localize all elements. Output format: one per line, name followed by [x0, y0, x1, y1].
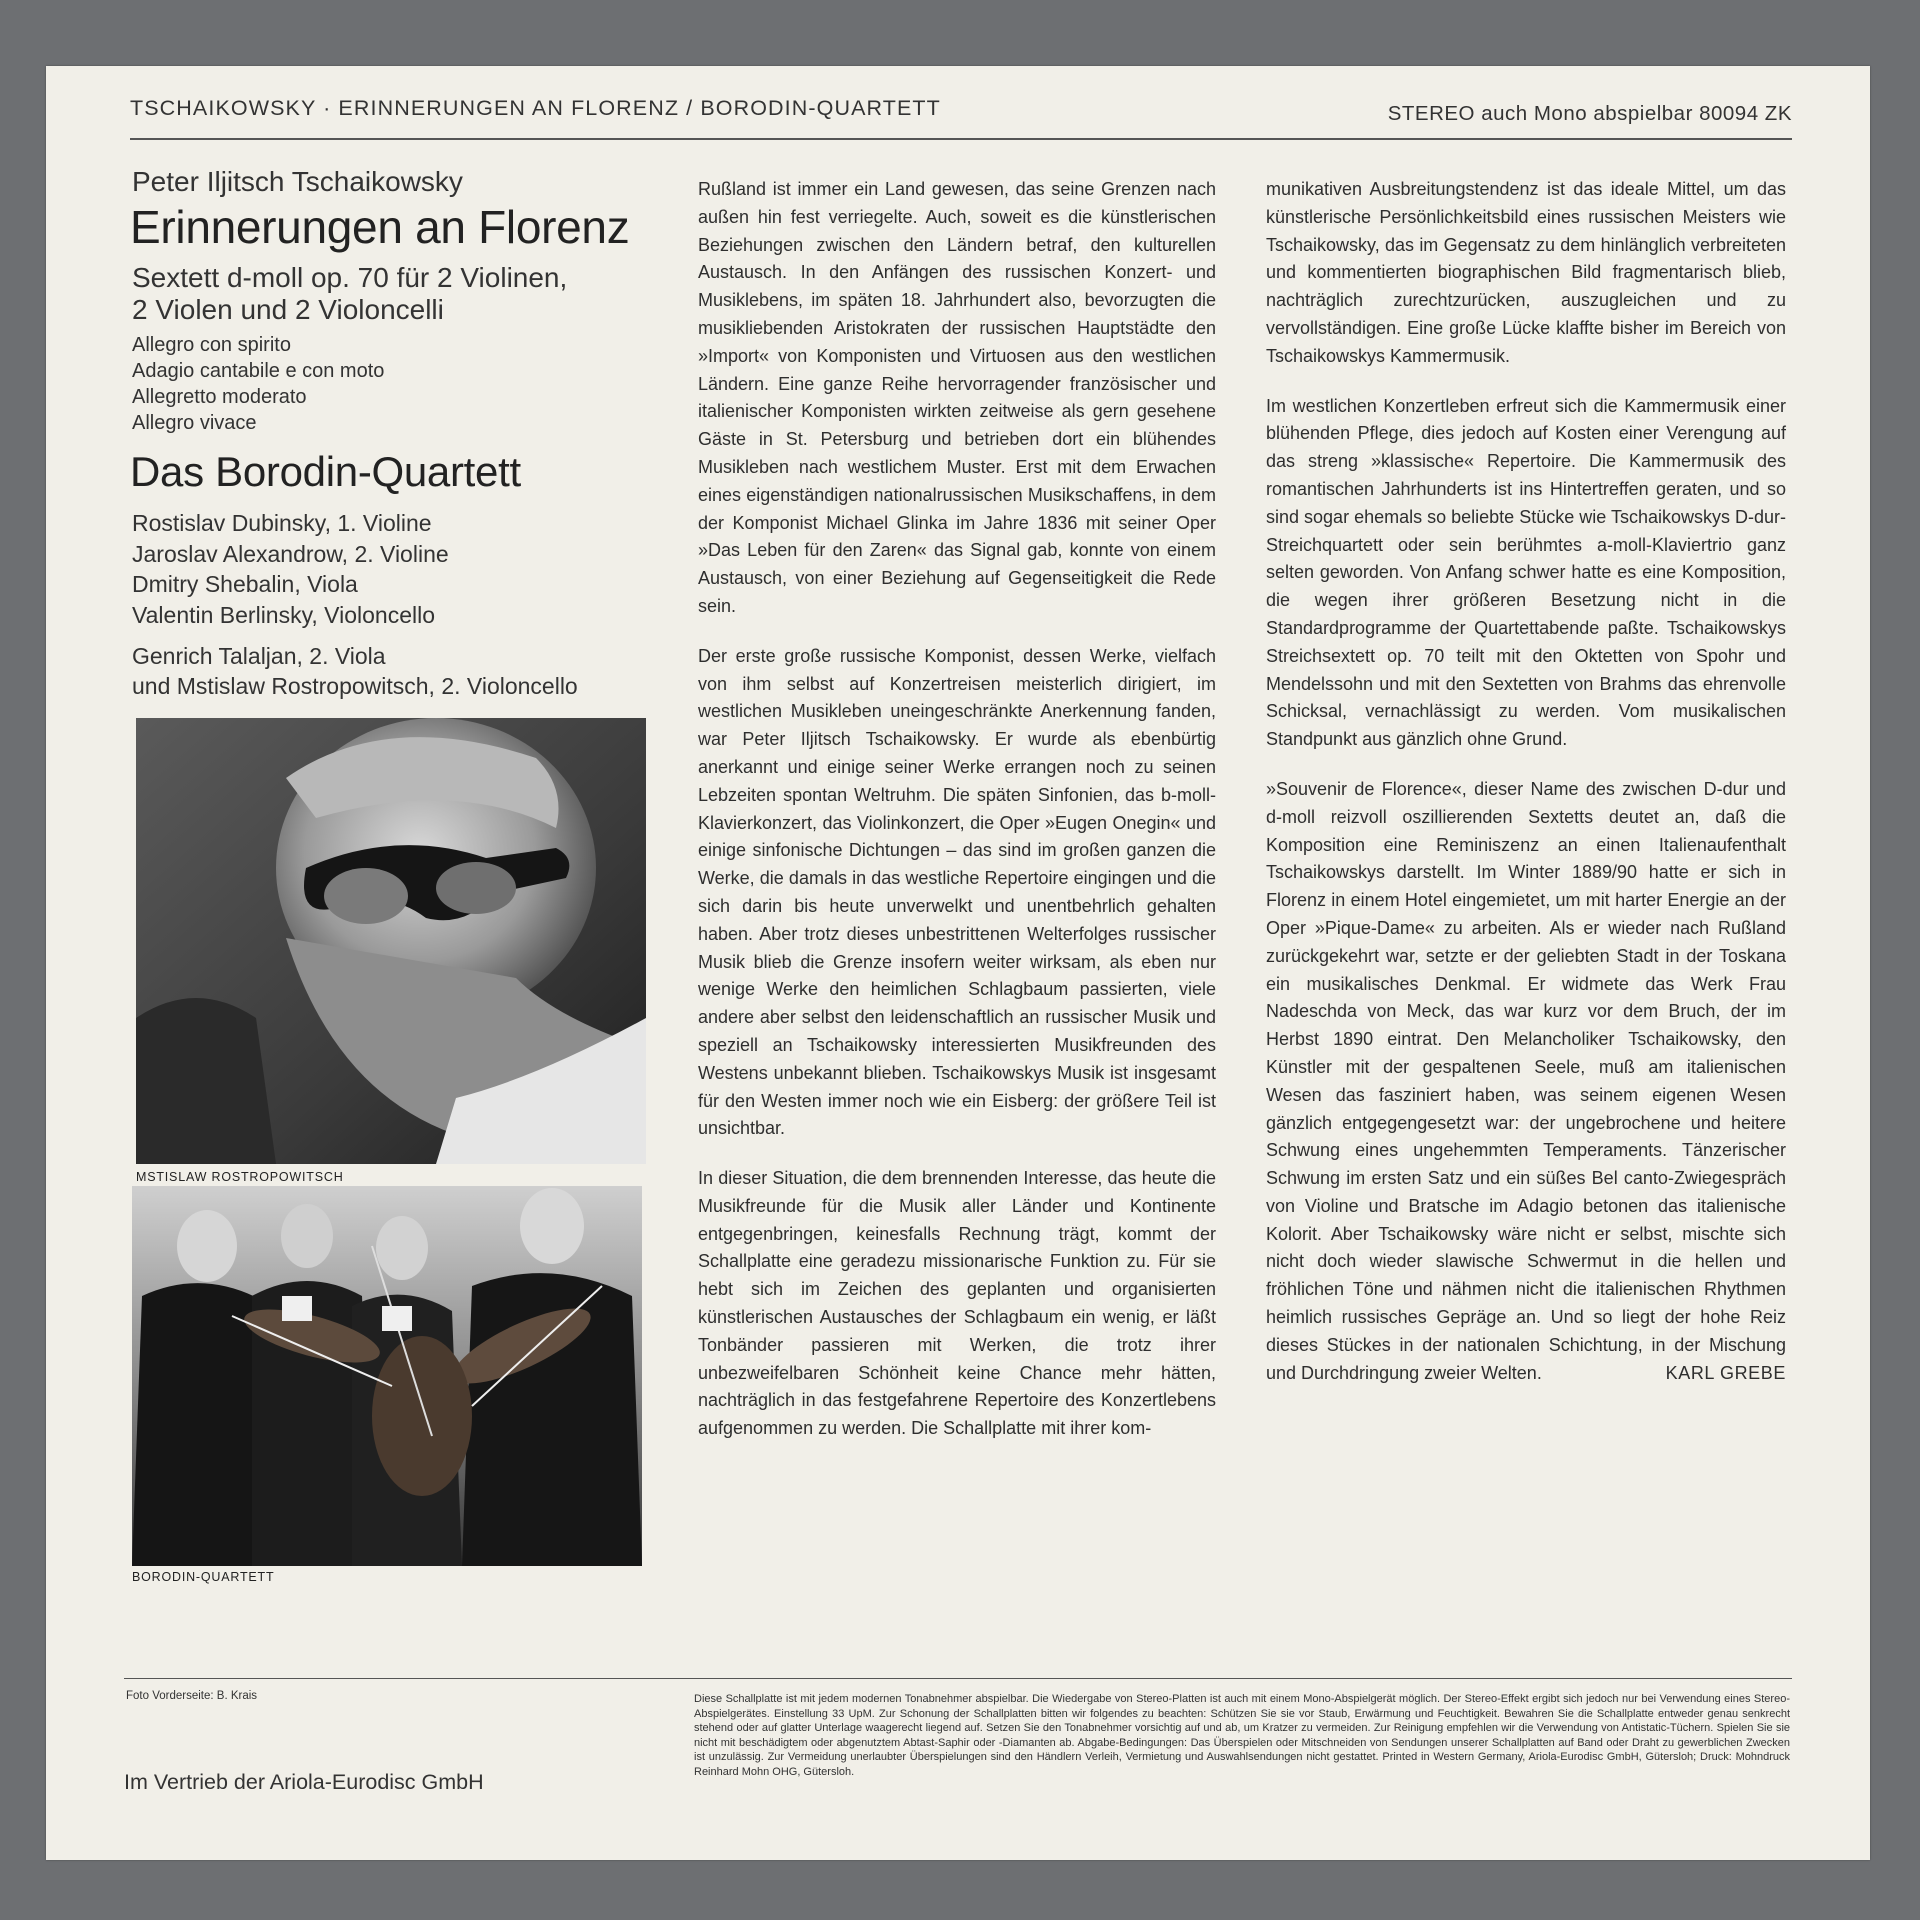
member-item: Jaroslav Alexandrow, 2. Violine: [132, 540, 449, 567]
member-item: Dmitry Shebalin, Viola: [132, 571, 358, 597]
header-catalog-info: STEREO auch Mono abspielbar 80094 ZK: [1387, 102, 1792, 125]
essay-column-2: [1266, 176, 1786, 1409]
essay-paragraph: [1266, 776, 1786, 1388]
distributor-line: Im Vertrieb der Ariola-Eurodisc GmbH: [124, 1770, 484, 1794]
guest-item: Genrich Talaljan, 2. Viola: [132, 643, 386, 669]
movement-item: Allegro vivace: [132, 412, 257, 434]
essay-paragraph: Rußland ist immer ein Land gewesen, das seine Grenzen nach außen hin fest verriegelte. Auch, soweit es die künstlerischen Beziehungen zwischen den Ländern betraf, den kulturellen Austausch. In den Anfängen des russischen Konzert- und Musiklebens, im späten 18. Jahrhundert also, bevorzugten die musikliebenden Aristokraten der russischen Hauptstädte den »Import« von Komponisten und Virtuosen aus den westlichen Ländern. Eine ganze Reihe hervorragender französischer und italienischer Komponisten wirkten zeitweise als gern gesehene Gäste in St. Petersburg und betrieben dort ein blühendes Musikleben nach westlichem Muster. Erst mit dem Erwachen eines eigenständigen nationalrussischen Musikschaffens, in dem der Komponist Michael Glinka im Jahre 1836 mit seiner Oper »Das Leben für den Zaren« das Signal gab, konnte von einem Austausch, von einer Beziehung auf Gegenseitigkeit die Rede sein.: [698, 179, 1216, 616]
ensemble-name: Das Borodin-Quartett: [130, 448, 521, 495]
guest-list: [132, 641, 578, 701]
movement-item: Adagio cantabile e con moto: [132, 360, 385, 382]
member-item: Valentin Berlinsky, Violoncello: [132, 601, 435, 628]
movement-list: [132, 332, 384, 436]
member-item: Rostislav Dubinsky, 1. Violine: [132, 510, 432, 536]
movement-item: Allegretto moderato: [132, 386, 307, 408]
portrait-photo-graphic: [136, 718, 646, 1164]
work-subtitle: [132, 262, 672, 326]
header-rule: [130, 138, 1792, 140]
essay-paragraph-text: »Souvenir de Florence«, dieser Name des zwischen D-dur und d-moll reizvoll oszillierenden Sextetts deutet an, daß die Komposition eine Reminiszenz an einen Italienaufenthalt Tschaikowskys darstellt. Im Winter 1889/90 hatte er sich in Florenz in einem Hotel eingemietet, um mit harter Energie an der Oper »Pique-Dame« zu arbeiten. Als er wieder nach Rußland zurückgekehrt war, setzte er der geliebten Stadt in der Toskana ein musikalisches Denkmal. Er widmete das Werk Frau Nadeschda von Meck, das war kurz vor dem Bruch, der im Herbst 1890 eintrat. Den Melancholiker Tschaikowsky, den Künstler mit der gespaltenen Seele, muß am italienischen Wesen das fasziniert haben, was seinem eigenen Wesen gänzlich entgegengesetzt war: der ungebrochene und heitere Schwung eines ungehemmten Temperaments. Tänzerischer Schwung im ersten Satz und ein süßes Bel canto-Zwiegespräch von Violine und Bratsche im Adagio betonen das italienische Kolorit. Aber Tschaikowsky wäre nicht er selbst, mischte sich nicht doch wieder slawische Schwermut in die hellen und fröhlichen Töne und nähmen nicht die italienischen Rhythmen heimlich russisches Gepräge an. Und so liegt der hohe Reiz dieses Stückes in der nationalen Schichtung, in der Mischung und Durchdringung zweier Welten.: [1266, 778, 1786, 1383]
author-signature: KARL GREBE: [1665, 1362, 1786, 1383]
guest-item: und Mstislaw Rostropowitsch, 2. Violoncello: [132, 673, 578, 699]
footer-rule: [124, 1678, 1792, 1679]
quartet-photo-graphic: [132, 1186, 642, 1566]
fine-print: Diese Schallplatte ist mit jedem modernen Tonabnehmer abspielbar. Die Wiedergabe von Stereo-Platten ist auch mit einem Mono-Abspielgerät möglich. Der Stereo-Effekt ergibt sich jedoch nur bei Verwendung eines Stereo-Abspielgerätes. Einstellung 33 UpM. Zur Schonung der Schallplatten bitten wir folgendes zu beachten: Schützen Sie sie vor Staub, Erwärmung und Feuchtigkeit. Bewahren Sie die Schallplatte entweder genau senkrecht stehend oder auf glatter Unterlage waagerecht liegend auf. Setzen Sie den Tonabnehmer vorsichtig auf und ab, um Kratzer zu vermeiden. Zur Reinigung empfehlen wir die Verwendung von Antistatic-Tüchern. Spielen Sie sie nicht mit beschädigtem oder abgenutztem Abtast-Saphir oder -Diamanten ab. Abgabe-Bedingungen: Das Überspielen oder Mitschneiden von Sendungen unserer Schallplatten auf Band oder Draht zu gewerblichen Zwecken ist unzulässig. Zur Vermeidung unerlaubter Überspielungen sind den Händlern Verleih, Vermietung und Auswahlsendungen nicht gestattet. Printed in Western Germany, Ariola-Eurodisc GmbH, Gütersloh; Druck: Mohndruck Reinhard Mohn OHG, Gütersloh.: [694, 1693, 1790, 1778]
essay-paragraph: munikativen Ausbreitungstendenz ist das ideale Mittel, um das künstlerische Persönlichkeitsbild eines russischen Meisters wie Tschaikowsky, das im Gegensatz zu dem hinlänglich verbreiteten und kommentierten biographischen Bild fragmentarisch blieb, nachträglich zurechtzurücken, auszugleichen und zu vervollständigen. Eine große Lücke klaffte bisher im Bereich von Tschaikowskys Kammermusik.: [1266, 179, 1786, 366]
record-sleeve-back: [46, 66, 1870, 1860]
quartet-caption: BORODIN-QUARTETT: [132, 1570, 275, 1584]
subtitle-line: Sextett d-moll op. 70 für 2 Violinen,: [132, 262, 568, 293]
portrait-caption: MSTISLAW ROSTROPOWITSCH: [136, 1170, 344, 1184]
photo-credit: Foto Vorderseite: B. Krais: [126, 1690, 258, 1702]
subtitle-line: 2 Violen und 2 Violoncelli: [132, 294, 444, 325]
header-title: TSCHAIKOWSKY · ERINNERUNGEN AN FLORENZ / BORODIN-QUARTETT: [130, 96, 941, 120]
movement-item: Allegro con spirito: [132, 334, 291, 356]
member-list: [132, 508, 449, 630]
essay-paragraph: Im westlichen Konzertleben erfreut sich die Kammermusik einer blühenden Pflege, dies jedoch auf Kosten einer Verengung auf das streng »klassische« Repertoire. Die Kammermusik des romantischen Jahrhunderts ist ins Hintertreffen geraten, und so sind sogar ehemals so beliebte Stücke wie Tschaikowskys D-dur-Streichquartett oder sein berühmtes a-moll-Klaviertrio ganz selten geworden. Von Anfang schwer hatte es eine Komposition, die wegen ihrer größeren Besetzung nicht in die Standardprogramme der Quartettabende paßte. Tschaikowskys Streichsextett op. 70 teilt mit den Oktetten von Spohr und Mendelssohn und mit den Sextetten von Brahms das ehrenvolle Schicksal, vernachlässigt zu werden. Vom musikalischen Standpunkt aus gänzlich ohne Grund.: [1266, 395, 1786, 750]
portrait-photo: [136, 718, 646, 1164]
quartet-photo: [132, 1186, 642, 1566]
essay-paragraph: Der erste große russische Komponist, dessen Werke, vielfach von ihm selbst auf Konzertreisen meisterlich dirigiert, im westlichen Musikleben uneingeschränkte Anerkennung fanden, war Peter Iljitsch Tschaikowsky. Er wurde als ebenbürtig anerkannt und einige seiner Werke errangen noch zu seinen Lebzeiten spontan Weltruhm. Die späten Sinfonien, das b-moll-Klavierkonzert, das Violinkonzert, die Oper »Eugen Onegin« und einige sinfonische Dichtungen – das sind im großen ganzen die Werke, die damals in das westliche Repertoire eingingen und die sich darin bis heute unverwelkt und unentbehrlich gehalten haben. Aber trotz dieses unbestrittenen Welterfolges russischer Musik blieb die Grenze insofern weiter wirksam, als eben nur wenige Werke den heimlichen Schlagbaum passierten, viele andere aber selbst den leidenschaftlich an russischer Musik und speziell an Tschaikowsky interessierten Musikfreunden des Westens unbekannt blieben. Tschaikowskys Musik ist insgesamt für den Westen immer noch wie ein Eisberg: der größere Teil ist unsichtbar.: [698, 645, 1216, 1139]
essay-column-1: [698, 176, 1216, 1465]
essay-paragraph: In dieser Situation, die dem brennenden Interesse, das heute die Musikfreunde für die Musik aller Länder und Kontinente entgegenbringen, keinesfalls Rechnung trägt, kommt der Schallplatte eine geradezu missionarische Funktion zu. Für sie hebt sich im Zeichen des geplanten und organisierten künstlerischen Austausches der Schlagbaum ein wenig, er läßt Tonbänder passieren mit Werken, die trotz ihrer unbezweifelbaren Schönheit keine Chance mehr hätten, nachträglich in das festgefahrene Repertoire des Konzertlebens aufgenommen zu werden. Die Schallplatte mit ihrer kom-: [698, 1168, 1216, 1439]
composer-name: Peter Iljitsch Tschaikowsky: [132, 166, 463, 197]
work-title: Erinnerungen an Florenz: [130, 201, 630, 253]
